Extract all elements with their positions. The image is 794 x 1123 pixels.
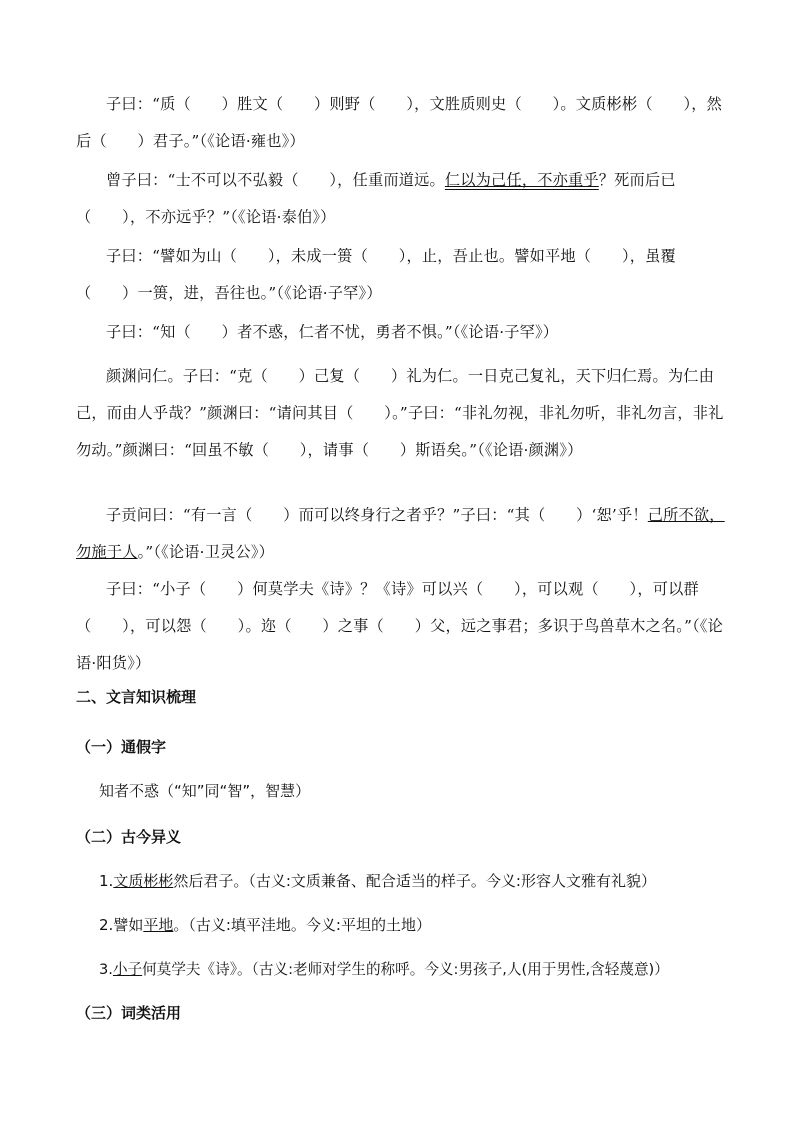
passage-text: ？死而后已（ ），不亦远乎？”（《论语·泰伯》） <box>76 171 676 226</box>
subheading-tongjiazi: （一）通假字 <box>76 738 167 756</box>
underlined-quote: 己所不欲，勿施于人 <box>76 506 725 561</box>
key-word: 平地 <box>143 916 174 934</box>
passage-weilinggong <box>76 497 728 571</box>
item-number: 3. <box>99 961 113 978</box>
passage-text: 子曰：“知（ ）者不惑，仁者不忧，勇者不惧。”（《论语·子罕》） <box>106 323 559 341</box>
gujin-item-2 <box>99 914 431 935</box>
key-word: 小子 <box>112 961 143 978</box>
passage-text: 曾子曰：“士不可以不弘毅（ ），任重而道远。 <box>106 171 445 189</box>
tongjiazi-item: 知者不惑（“知”同“智”，智慧） <box>99 782 311 800</box>
passage-text: 子曰：“譬如为山（ ），未成一篑（ ），止，吾止也。譬如平地（ ），虽覆（ ）一篑，进，吾往也。”（《论语·子罕》） <box>76 247 676 302</box>
subheading-cileihuoyong: （三）词类活用 <box>76 1004 182 1022</box>
item-text: 何莫学夫《诗》。（古义:老师对学生的称呼。今义:男孩子,人(用于男性,含轻蔑意)） <box>142 961 669 978</box>
key-word: 文质彬彬 <box>113 872 174 890</box>
section-heading: 二、文言知识梳理 <box>76 688 197 706</box>
item-number: 2. <box>99 916 114 934</box>
passage-text: 颜渊问仁。子曰：“克（ ）己复（ ）礼为仁。一日克己复礼，天下归仁焉。为仁由己，而由人乎哉？”颜渊曰：“请问其目（ ）。”子曰：“非礼勿视，非礼勿听，非礼勿言，非礼勿动。”颜渊曰：“回虽不敏（ ），请事（ ）斯语矣。”（《论语·颜渊》） <box>76 367 724 459</box>
passage-zihan-2 <box>76 314 728 351</box>
passage-yanghuo <box>76 571 728 682</box>
gujin-item-3 <box>99 958 669 979</box>
passage-zihan-1 <box>76 238 728 312</box>
passage-text: 子贡问曰：“有一言（ ）而可以终身行之者乎？”子曰：“其（ ）‘恕’乎！ <box>106 506 648 524</box>
passage-yongye <box>76 86 728 160</box>
subheading-gujinyiyi: （二）古今异义 <box>76 828 182 846</box>
passage-text: 子曰：“质（ ）胜文（ ）则野（ ），文胜质则史（ ）。文质彬彬（ ），然后（ ）君子。”（《论语·雍也》） <box>76 95 723 150</box>
item-text: 然后君子。（古义:文质兼备、配合适当的样子。今义:形容人文雅有礼貌） <box>173 872 656 890</box>
passage-text: 。”（《论语·卫灵公》） <box>137 543 275 561</box>
underlined-quote: 仁以为己任，不亦重乎 <box>444 171 599 189</box>
item-number: 1. <box>99 872 114 890</box>
item-text: 。（古义:填平洼地。今义:平坦的土地） <box>173 916 431 934</box>
gujin-item-1 <box>99 870 656 891</box>
passage-yanyuan <box>76 358 728 469</box>
item-text: 譬如 <box>113 916 144 934</box>
passage-text: 子曰：“小子（ ）何莫学夫《诗》？《诗》可以兴（ ），可以观（ ），可以群（ ），可以怨（ ）。迩（ ）之事（ ）父，远之事君；多识于鸟兽草木之名。”（《论语·阳货》） <box>76 580 724 672</box>
passage-taibo <box>76 162 728 236</box>
